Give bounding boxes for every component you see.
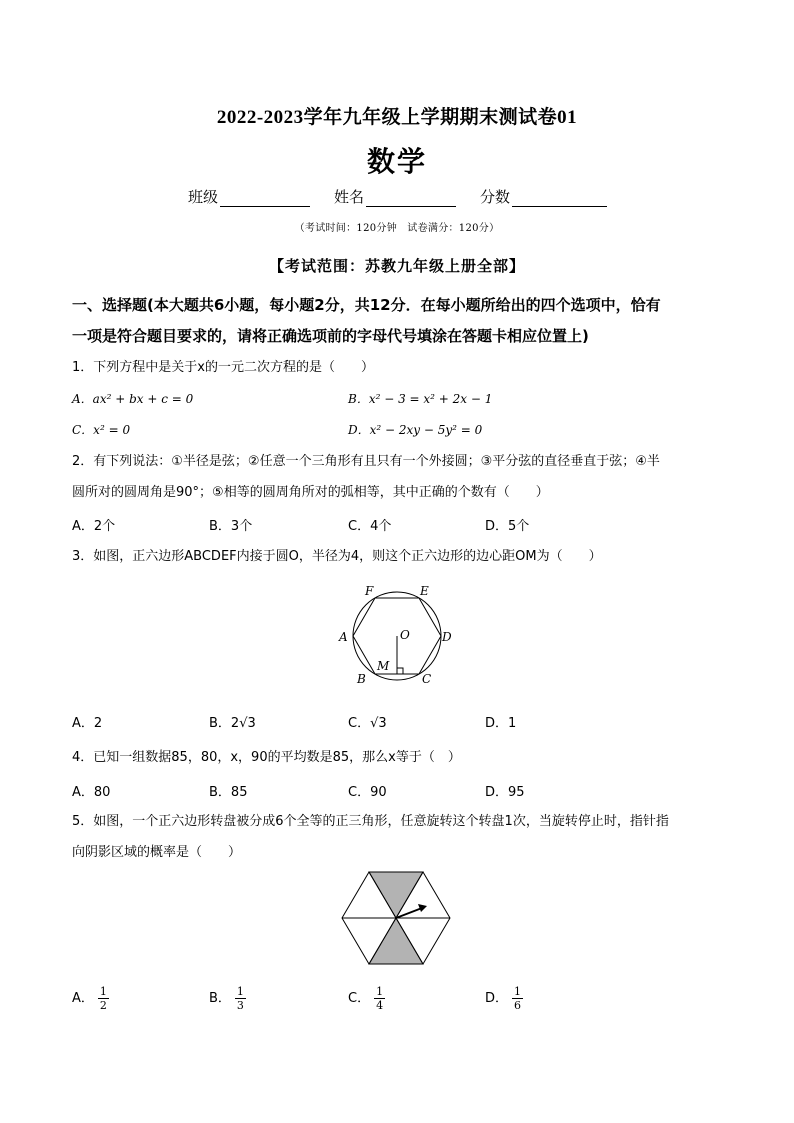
name-field[interactable]	[334, 186, 456, 207]
label-o: O	[400, 628, 410, 642]
question-5-option-b-label: B．	[209, 991, 231, 1006]
section-heading-line1: 一、选择题(本大题共6小题，每小题2分，共12分．在每小题所给出的四个选项中，恰有	[72, 296, 661, 314]
label-a: A	[339, 630, 348, 644]
fraction-numerator: 1	[514, 985, 522, 998]
question-3-stem: 3．如图，正六边形ABCDEF内接于圆O，半径为4，则这个正六边形的边心距OM为（ ）	[72, 549, 602, 564]
exam-note: （考试时间：120分钟 试卷满分：120分）	[294, 223, 500, 234]
question-3-option-a[interactable]: A．2	[72, 716, 103, 731]
label-e: E	[420, 584, 429, 598]
question-5-option-a[interactable]	[72, 985, 109, 1012]
pointer-arrow-head	[418, 904, 427, 912]
section-heading-line2: 一项是符合题目要求的，请将正确选项前的字母代号填涂在答题卡相应位置上)	[72, 327, 589, 345]
label-c: C	[422, 672, 432, 686]
label-b: B	[357, 672, 366, 686]
question-2-stem-line2: 圆所对的圆周角是90°；⑤相等的圆周角所对的弧相等，其中正确的个数有（ ）	[72, 485, 549, 500]
question-3-option-b[interactable]: B．2√3	[209, 716, 256, 731]
question-2-option-a[interactable]: A．2个	[72, 519, 116, 534]
fraction-numerator: 1	[99, 985, 107, 998]
question-4-stem: 4．已知一组数据85，80，x，90的平均数是85，那么x等于（ ）	[72, 750, 461, 765]
score-label: 分数	[480, 188, 511, 206]
fraction-numerator: 1	[236, 985, 244, 998]
question-5-option-d-label: D．	[485, 991, 509, 1006]
fraction-one-sixth	[512, 985, 523, 1012]
hexagon-spinner-figure	[336, 866, 456, 972]
label-f: F	[365, 584, 374, 598]
question-5-stem	[72, 806, 732, 868]
label-d: D	[442, 630, 452, 644]
question-1-option-a[interactable]: A．ax² + bx + c = 0	[72, 392, 194, 406]
question-1-option-b[interactable]: B．x² − 3 = x² + 2x − 1	[348, 392, 493, 406]
fraction-denominator: 3	[236, 999, 244, 1012]
shaded-bottom-triangle	[369, 918, 423, 964]
question-2-stem	[72, 446, 732, 508]
question-5-option-a-label: A．	[72, 991, 94, 1006]
question-5-stem-line1: 5．如图，一个正六边形转盘被分成6个全等的正三角形，任意旋转这个转盘1次，当旋转停止时，指针指	[72, 814, 669, 829]
question-4-option-c[interactable]: C．90	[348, 785, 387, 800]
fraction-one-half	[98, 985, 109, 1012]
question-1-option-d[interactable]: D．x² − 2xy − 5y² = 0	[348, 423, 483, 437]
fraction-denominator: 2	[99, 999, 107, 1012]
name-blank[interactable]	[366, 190, 456, 207]
score-blank[interactable]	[512, 190, 607, 207]
question-1-option-c[interactable]: C．x² = 0	[72, 423, 131, 437]
name-label: 姓名	[334, 188, 365, 206]
fraction-denominator: 6	[514, 999, 522, 1012]
class-label: 班级	[188, 188, 219, 206]
question-5-stem-line2: 向阴影区域的概率是（ ）	[72, 845, 242, 860]
question-2-option-c[interactable]: C．4个	[348, 519, 392, 534]
class-blank[interactable]	[220, 190, 310, 207]
question-4-option-a[interactable]: A．80	[72, 785, 111, 800]
exam-scope: 【考试范围：苏教九年级上册全部】	[268, 257, 525, 275]
fraction-one-third	[235, 985, 246, 1012]
section-heading	[72, 290, 732, 352]
subject-title: 数学	[366, 145, 427, 178]
question-2-stem-line1: 2．有下列说法：①半径是弦；②任意一个三角形有且只有一个外接圆；③平分弦的直径垂直于弦；④半	[72, 454, 660, 469]
question-5-option-c-label: C．	[348, 991, 371, 1006]
label-m: M	[377, 659, 390, 673]
question-1-stem: 1．下列方程中是关于x的一元二次方程的是（ ）	[72, 360, 374, 375]
right-angle-mark	[397, 668, 403, 674]
score-field[interactable]	[480, 186, 607, 207]
question-5-option-d[interactable]	[485, 985, 523, 1012]
student-info	[188, 186, 607, 207]
question-5-option-c[interactable]	[348, 985, 385, 1012]
fraction-denominator: 4	[376, 999, 384, 1012]
question-4-option-d[interactable]: D．95	[485, 785, 525, 800]
question-4-option-b[interactable]: B．85	[209, 785, 248, 800]
question-2-option-b[interactable]: B．3个	[209, 519, 253, 534]
question-3-option-d[interactable]: D．1	[485, 716, 517, 731]
fraction-numerator: 1	[376, 985, 384, 998]
page-title: 2022-2023学年九年级上学期期末测试卷01	[216, 107, 578, 128]
question-3-option-c[interactable]: C．√3	[348, 716, 387, 731]
fraction-one-quarter	[374, 985, 385, 1012]
class-field[interactable]	[188, 186, 310, 207]
question-2-option-d[interactable]: D．5个	[485, 519, 530, 534]
question-5-option-b[interactable]	[209, 985, 246, 1012]
hexagon-circle-figure	[330, 582, 470, 692]
